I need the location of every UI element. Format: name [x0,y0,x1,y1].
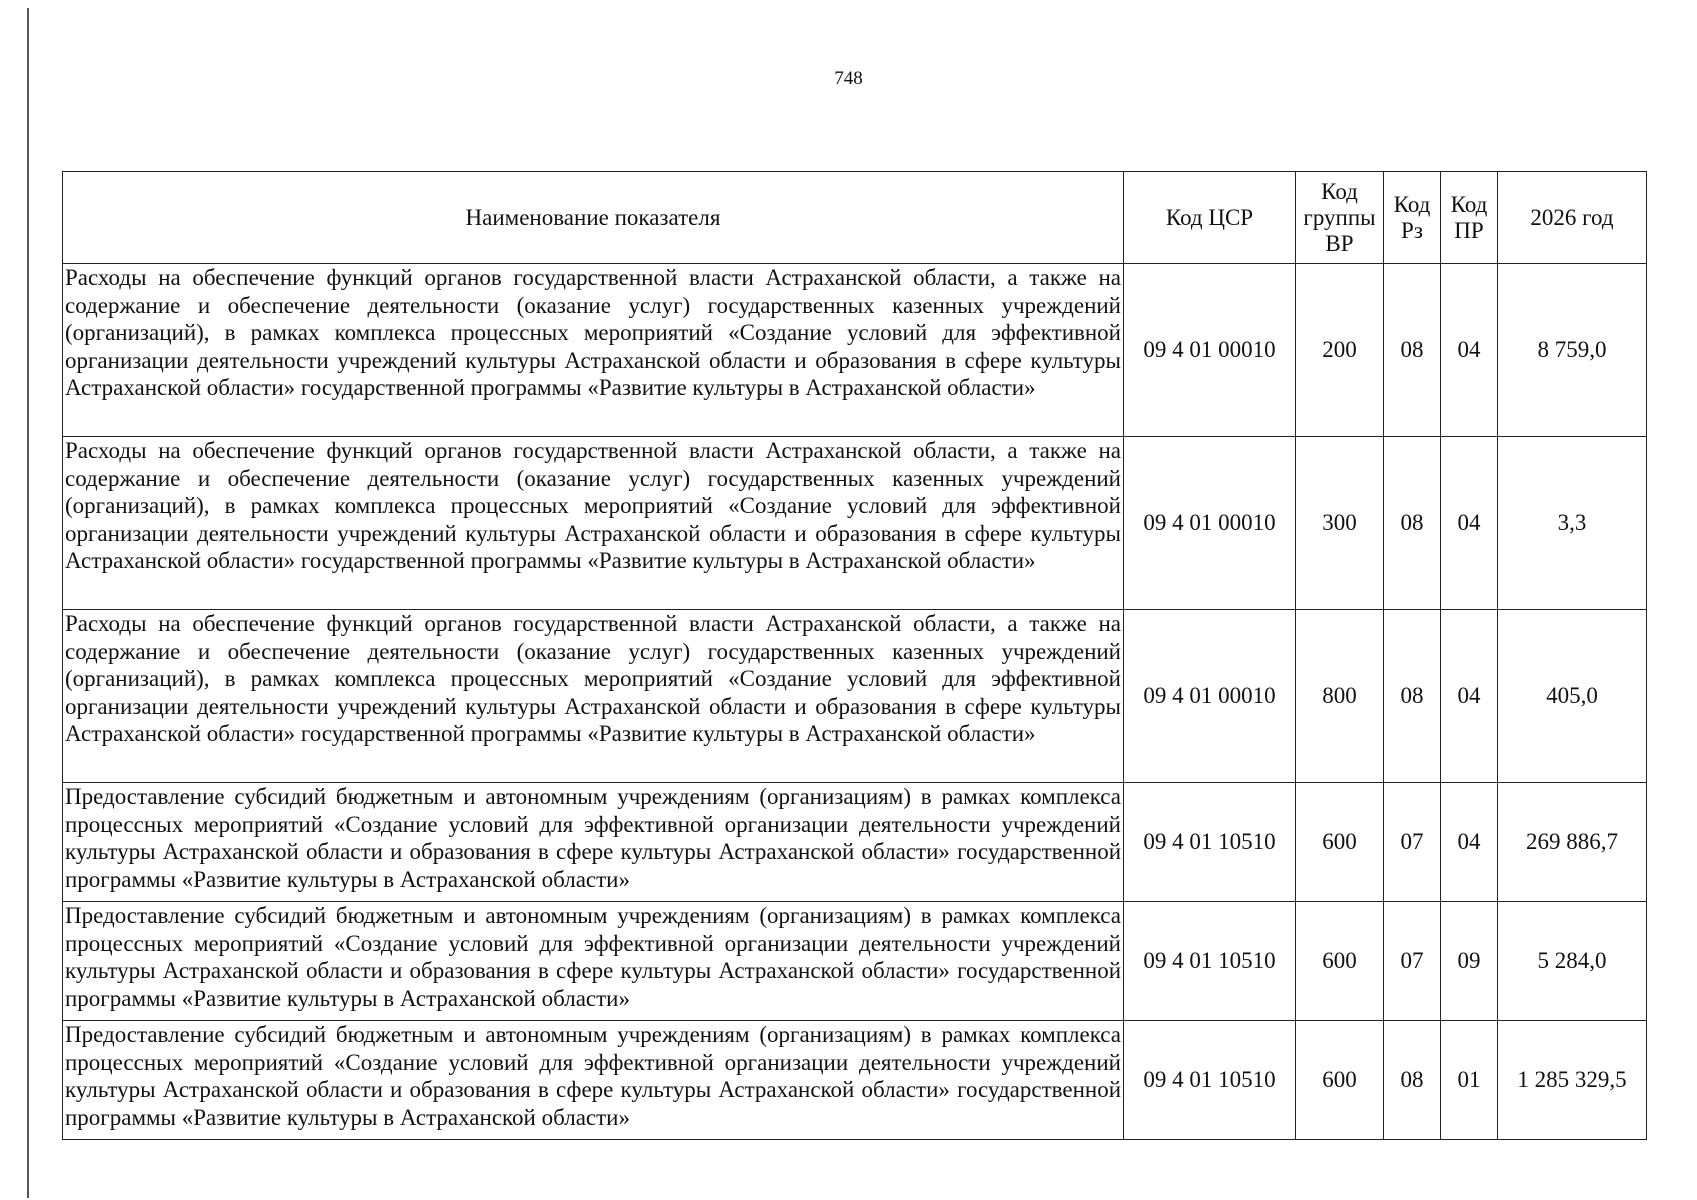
row-vr: 600 [1296,1021,1384,1140]
row-rz: 07 [1384,902,1441,1021]
table-row [63,264,1647,437]
row-amount: 405,0 [1498,610,1647,783]
table-row [63,610,1647,783]
row-rz: 07 [1384,783,1441,902]
row-amount: 5 284,0 [1498,902,1647,1021]
row-pr: 04 [1441,610,1498,783]
header-vr: Код группы ВР [1296,172,1384,264]
row-csr: 09 4 01 10510 [1124,783,1296,902]
table-row [63,437,1647,610]
row-pr: 04 [1441,783,1498,902]
row-amount: 1 285 329,5 [1498,1021,1647,1140]
row-name: Предоставление субсидий бюджетным и автономным учреждениям (организациям) в рамках комплекса процессных мероприятий «Создание условий для эффективной организации деятельности учреждений культуры Астраханской области и образования в сфере культуры Астраханской области» государственной программы «Развитие культуры в Астраханской области» [63,783,1124,902]
row-rz: 08 [1384,610,1441,783]
budget-table [62,171,1647,1140]
row-rz: 08 [1384,264,1441,437]
row-name: Предоставление субсидий бюджетным и автономным учреждениям (организациям) в рамках комплекса процессных мероприятий «Создание условий для эффективной организации деятельности учреждений культуры Астраханской области и образования в сфере культуры Астраханской области» государственной программы «Развитие культуры в Астраханской области» [63,1021,1124,1140]
row-amount: 3,3 [1498,437,1647,610]
row-name: Расходы на обеспечение функций органов государственной власти Астраханской области, а также на содержание и обеспечение деятельности (оказание услуг) государственных казенных учреждений (организаций), в рамках комплекса процессных мероприятий «Создание условий для эффективной организации деятельности учреждений культуры Астраханской области и образования в сфере культуры Астраханской области» государственной программы «Развитие культуры в Астраханской области» [63,264,1124,437]
row-amount: 269 886,7 [1498,783,1647,902]
row-vr: 600 [1296,783,1384,902]
row-amount: 8 759,0 [1498,264,1647,437]
row-csr: 09 4 01 10510 [1124,1021,1296,1140]
row-csr: 09 4 01 00010 [1124,437,1296,610]
row-name: Расходы на обеспечение функций органов государственной власти Астраханской области, а также на содержание и обеспечение деятельности (оказание услуг) государственных казенных учреждений (организаций), в рамках комплекса процессных мероприятий «Создание условий для эффективной организации деятельности учреждений культуры Астраханской области и образования в сфере культуры Астраханской области» государственной программы «Развитие культуры в Астраханской области» [63,437,1124,610]
header-year: 2026 год [1498,172,1647,264]
scan-edge-line [27,8,29,1198]
page-number: 748 [834,68,863,89]
table-row [63,1021,1647,1140]
row-name: Предоставление субсидий бюджетным и автономным учреждениям (организациям) в рамках комплекса процессных мероприятий «Создание условий для эффективной организации деятельности учреждений культуры Астраханской области и образования в сфере культуры Астраханской области» государственной программы «Развитие культуры в Астраханской области» [63,902,1124,1021]
header-csr: Код ЦСР [1124,172,1296,264]
row-rz: 08 [1384,1021,1441,1140]
row-csr: 09 4 01 00010 [1124,610,1296,783]
row-pr: 09 [1441,902,1498,1021]
row-vr: 600 [1296,902,1384,1021]
row-name: Расходы на обеспечение функций органов государственной власти Астраханской области, а также на содержание и обеспечение деятельности (оказание услуг) государственных казенных учреждений (организаций), в рамках комплекса процессных мероприятий «Создание условий для эффективной организации деятельности учреждений культуры Астраханской области и образования в сфере культуры Астраханской области» государственной программы «Развитие культуры в Астраханской области» [63,610,1124,783]
row-vr: 200 [1296,264,1384,437]
header-name: Наименование показателя [63,172,1124,264]
header-pr: Код ПР [1441,172,1498,264]
table-header-row [63,172,1647,264]
row-vr: 300 [1296,437,1384,610]
row-rz: 08 [1384,437,1441,610]
row-csr: 09 4 01 10510 [1124,902,1296,1021]
row-pr: 04 [1441,437,1498,610]
row-csr: 09 4 01 00010 [1124,264,1296,437]
row-pr: 04 [1441,264,1498,437]
row-pr: 01 [1441,1021,1498,1140]
table-row [63,783,1647,902]
row-vr: 800 [1296,610,1384,783]
header-rz: Код Рз [1384,172,1441,264]
table-row [63,902,1647,1021]
